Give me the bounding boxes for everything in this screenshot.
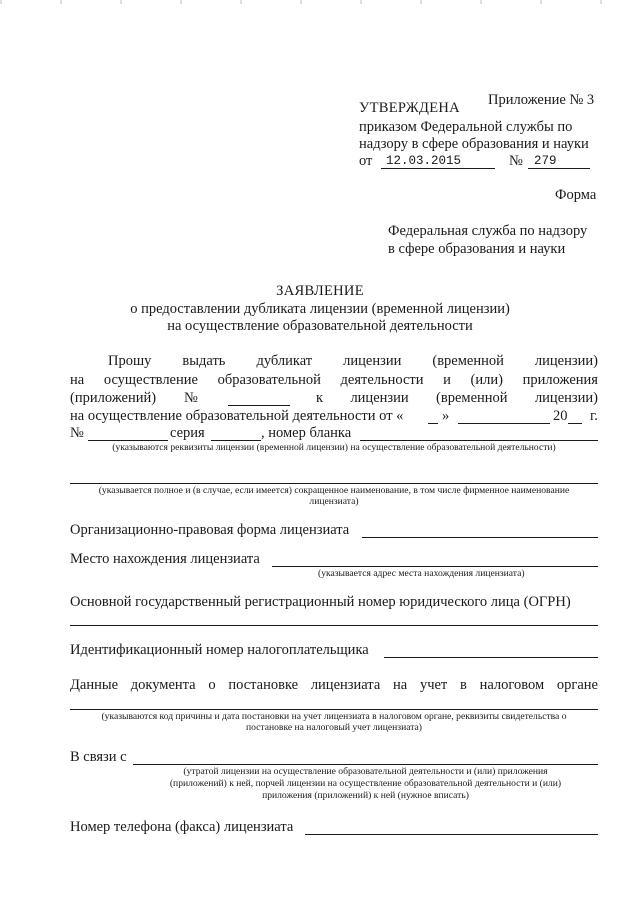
- word: выдать: [182, 353, 226, 369]
- reason-hint-2: (приложений) к ней, порчей лицензии на осуществление образовательной деятельности и (или): [169, 778, 562, 789]
- reason-hint-1: (утратой лицензии на осуществление образовательной деятельности и (или) приложения: [183, 766, 548, 777]
- license-details-hint: (указываются реквизиты лицензии (временной лицензии) на осуществление образовательной деятельности): [112, 442, 556, 453]
- word: Данные: [70, 677, 119, 693]
- word: лицензии: [343, 353, 402, 369]
- approval-title: УТВЕРЖДЕНА: [359, 100, 460, 116]
- series-line: [211, 440, 261, 441]
- tax-data-label: [70, 677, 598, 694]
- word: приложения: [522, 372, 598, 388]
- word: (или): [470, 372, 503, 388]
- phone-label: Номер телефона (факса) лицензиата: [70, 819, 294, 835]
- document-subtitle-2: на осуществление образовательной деятельности: [167, 318, 473, 334]
- year-suffix: г.: [590, 408, 598, 424]
- word: лицензиата: [310, 677, 381, 693]
- word: постановке: [228, 677, 299, 693]
- phone-line: [305, 834, 598, 835]
- blank-number-line: [360, 440, 598, 441]
- series-label: серия: [170, 425, 205, 441]
- tax-hint-2: постановке на налоговый учет лицензиата): [245, 722, 422, 733]
- word: осуществление: [103, 372, 198, 388]
- blank-number-label: , номер бланка: [261, 425, 352, 441]
- license-number-line: [88, 440, 168, 441]
- day-line: [428, 423, 438, 424]
- attachment-number-line: [228, 405, 290, 406]
- approval-number-line: [528, 168, 590, 169]
- reason-label: В связи с: [70, 749, 127, 765]
- word: (временной: [436, 390, 508, 406]
- licensee-name-hint-2: лицензиата): [309, 496, 359, 507]
- inn-line: [384, 657, 598, 658]
- word: образовательной: [217, 372, 321, 388]
- approval-line1: [359, 119, 599, 136]
- recipient-line2: в сфере образования и науки: [388, 241, 566, 257]
- tax-hint-1: (указываются код причины и дата постановки на учет лицензиата в налоговом органе, реквизиты свидетельства о: [101, 711, 567, 722]
- ogrn-line: [70, 625, 598, 626]
- location-label: Место нахождения лицензиата: [70, 551, 260, 567]
- approval-date-line: [381, 168, 495, 169]
- org-form-line: [362, 537, 598, 538]
- word: органе: [556, 677, 598, 693]
- word: лицензии): [534, 390, 598, 406]
- word: лицензии): [534, 353, 598, 369]
- form-label: Форма: [555, 187, 597, 203]
- year-line: [568, 423, 582, 424]
- org-form-label: Организационно-правовая форма лицензиата: [70, 522, 350, 538]
- word: лицензии: [350, 390, 409, 406]
- location-line: [272, 566, 598, 567]
- license-number-label: №: [70, 425, 84, 441]
- request-word-prilozheniy: (приложений): [70, 390, 157, 406]
- scan-edge: [0, 0, 640, 4]
- word: на: [70, 372, 85, 388]
- quote-close: »: [442, 408, 450, 424]
- approval-line1-text: приказом Федеральной службы по: [359, 119, 573, 135]
- reason-line: [133, 764, 598, 765]
- request-line-4-text: на осуществление образовательной деятельности от «: [70, 408, 404, 424]
- ogrn-label: Основной государственный регистрационный номер юридического лица (ОГРН): [70, 594, 571, 610]
- word: Прошу: [108, 353, 152, 369]
- request-line-1: [108, 353, 598, 370]
- request-line-2: [70, 372, 598, 389]
- approval-line2: надзору в сфере образования и науки: [359, 136, 589, 152]
- word: (временной: [432, 353, 504, 369]
- licensee-name-hint-1: (указывается полное и (в случае, если имеется) сокращенное наименование, в том числе фирменное наименование: [98, 485, 570, 496]
- word: в: [460, 677, 467, 693]
- inn-label: Идентификационный номер налогоплательщика: [70, 642, 369, 658]
- request-line-3-tail: [316, 390, 598, 407]
- document-subtitle-1: о предоставлении дубликата лицензии (временной лицензии): [130, 301, 510, 317]
- word: документа: [130, 677, 196, 693]
- approval-number-label: №: [509, 153, 523, 169]
- word: о: [208, 677, 216, 693]
- licensee-name-line: [70, 483, 598, 484]
- word: на: [393, 677, 408, 693]
- approval-date: 12.03.2015: [386, 154, 462, 168]
- tax-data-line: [70, 709, 598, 710]
- appendix-label: Приложение № 3: [488, 92, 595, 108]
- request-number-sign: №: [184, 390, 198, 406]
- month-line: [458, 423, 550, 424]
- word: дубликат: [256, 353, 313, 369]
- approval-from-label: от: [359, 153, 373, 169]
- location-hint: (указывается адрес места нахождения лицензиата): [318, 568, 525, 579]
- word: учет: [419, 677, 448, 693]
- recipient-line1: Федеральная служба по надзору: [388, 223, 588, 239]
- word: к: [316, 390, 324, 406]
- word: деятельности: [340, 372, 424, 388]
- approval-number: 279: [534, 154, 557, 168]
- year-prefix: 20: [553, 408, 568, 424]
- reason-hint-3: приложения (приложений) к ней (нужное вписать): [262, 790, 469, 801]
- word: налоговом: [479, 677, 545, 693]
- document-title: ЗАЯВЛЕНИЕ: [276, 283, 364, 299]
- word: и: [443, 372, 451, 388]
